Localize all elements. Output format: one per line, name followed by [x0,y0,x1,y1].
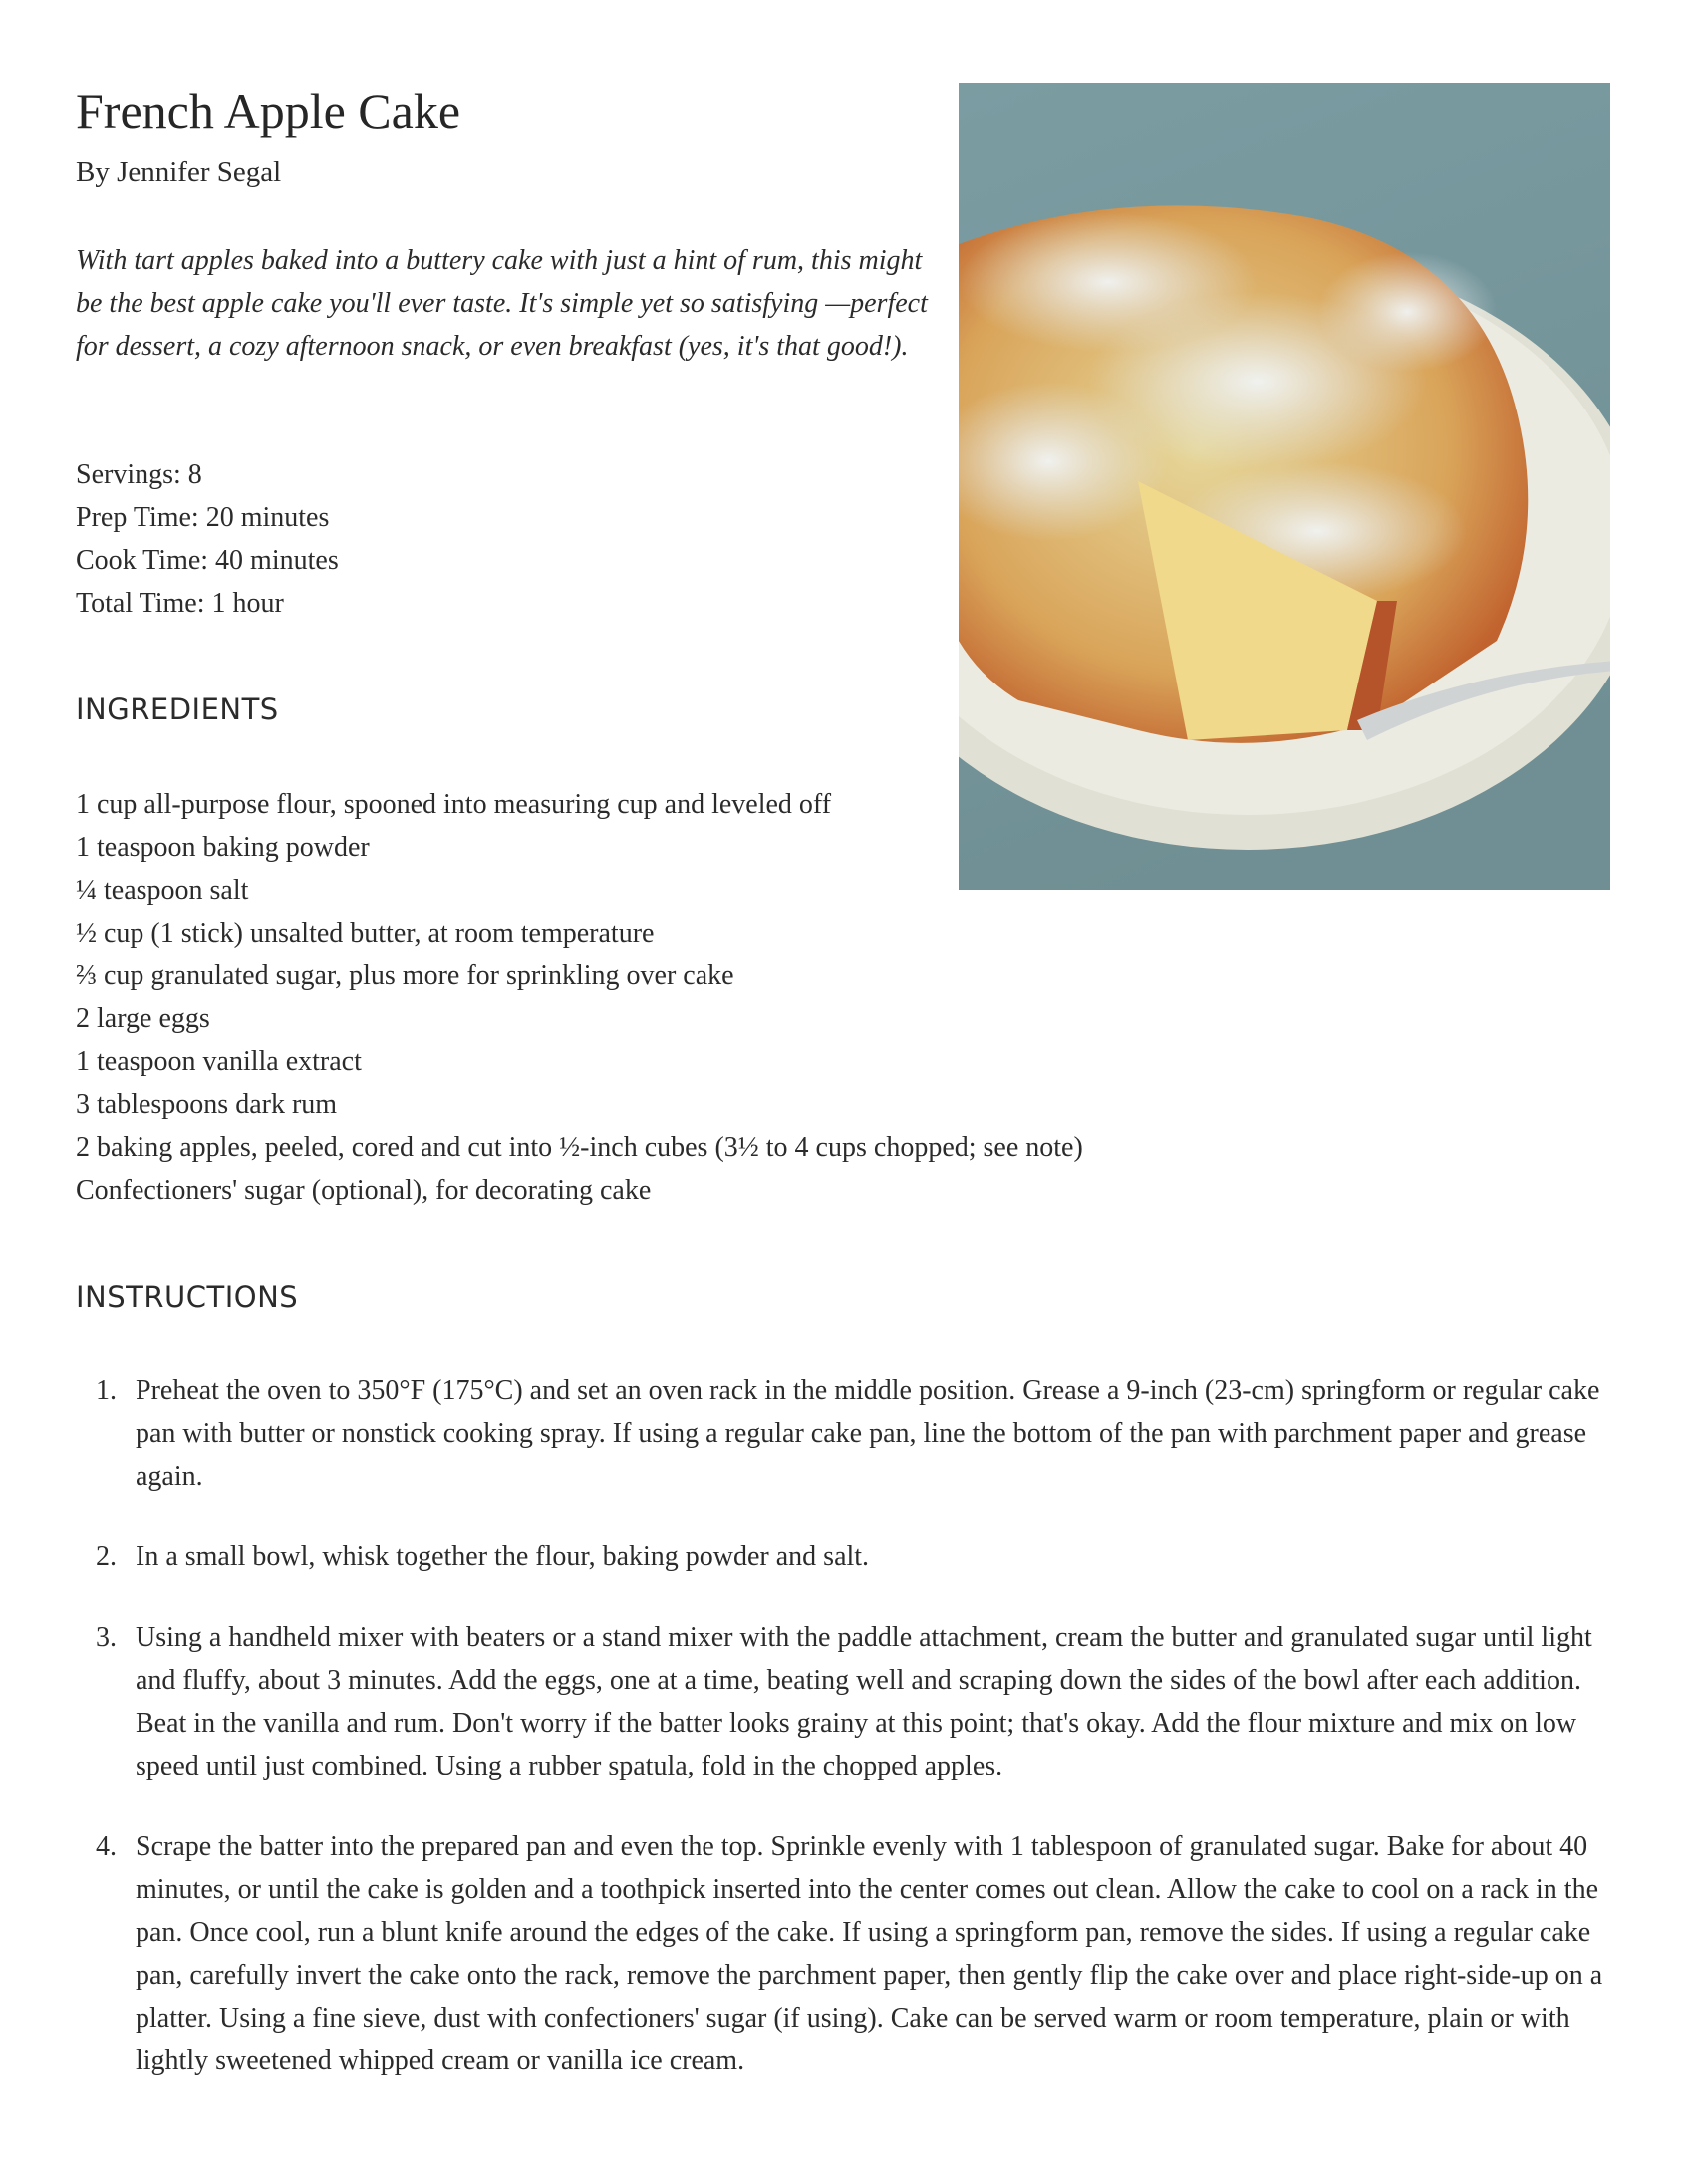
step-text: Preheat the oven to 350°F (175°C) and set an oven rack in the middle position. Grease a 9-inch (23-cm) springform or regular cake pan with butter or nonstick cooking spray. If using a regular cake pan, line the bottom of the pan with parchment paper and grease again. [136,1375,1600,1492]
instructions-heading: INSTRUCTIONS [76,1280,299,1314]
step-number: 1. [96,1375,117,1406]
step-number: 4. [96,1831,117,1862]
recipe-meta [76,453,339,625]
ingredient-item: 1 teaspoon baking powder [76,832,370,863]
step-text: Using a handheld mixer with beaters or a stand mixer with the paddle attachment, cream the butter and granulated sugar until light and fluffy, about 3 minutes. Add the eggs, one at a time, beating well and scraping down the sides of the bowl after each addition. Beat in the vanilla and rum. Don't worry if the batter looks grainy at this point; that's okay. Add the flour mixture and mix on low speed until just combined. Using a rubber spatula, fold in the chopped apples. [136,1622,1592,1781]
ingredient-item: ⅔ cup granulated sugar, plus more for sprinkling over cake [76,960,734,991]
cook-time: Cook Time: 40 minutes [76,545,339,576]
prep-time: Prep Time: 20 minutes [76,502,330,533]
ingredients-heading: INGREDIENTS [76,692,279,726]
instruction-step [76,1535,1630,1578]
instruction-step [76,1825,1630,2082]
step-text: In a small bowl, whisk together the flour, baking powder and salt. [136,1541,870,1572]
instructions-list [76,1369,1630,2120]
step-text: Scrape the batter into the prepared pan and even the top. Sprinkle evenly with 1 tablespoon of granulated sugar. Bake for about 40 minutes, or until the cake is golden and a toothpick inserted into the center comes out clean. Allow the cake to cool on a rack in the pan. Once cool, run a blunt knife around the edges of the cake. If using a springform pan, remove the sides. If using a regular cake pan, carefully invert the cake onto the rack, remove the parchment paper, then gently flip the cake over and place right-side-up on a platter. Using a fine sieve, dust with confectioners' sugar (if using). Cake can be served warm or room temperature, plain or with lightly sweetened whipped cream or vanilla ice cream. [136,1831,1603,2076]
recipe-author: By Jennifer Segal [76,156,282,188]
recipe-title: French Apple Cake [76,83,461,138]
ingredients-list [76,783,1083,1212]
step-number: 3. [96,1622,117,1653]
ingredient-item: 3 tablespoons dark rum [76,1089,338,1120]
instruction-step [76,1616,1630,1787]
cake-photo [959,83,1610,890]
ingredient-item: 1 cup all-purpose flour, spooned into measuring cup and leveled off [76,789,832,820]
ingredient-item: ¼ teaspoon salt [76,875,249,906]
ingredient-item: ½ cup (1 stick) unsalted butter, at room temperature [76,918,655,949]
ingredient-item: 1 teaspoon vanilla extract [76,1046,362,1077]
step-number: 2. [96,1541,117,1572]
ingredient-item: 2 large eggs [76,1003,210,1034]
ingredient-item: Confectioners' sugar (optional), for decorating cake [76,1175,652,1206]
total-time: Total Time: 1 hour [76,588,284,619]
ingredient-item: 2 baking apples, peeled, cored and cut into ½-inch cubes (3½ to 4 cups chopped; see note) [76,1132,1083,1163]
servings: Servings: 8 [76,459,202,490]
recipe-intro: With tart apples baked into a buttery cake with just a hint of rum, this might be the best apple cake you'll ever taste. It's simple yet so satisfying —perfect for dessert, a cozy afternoon snack, or even breakfast (yes, it's that good!). [76,245,928,362]
instruction-step [76,1369,1630,1498]
